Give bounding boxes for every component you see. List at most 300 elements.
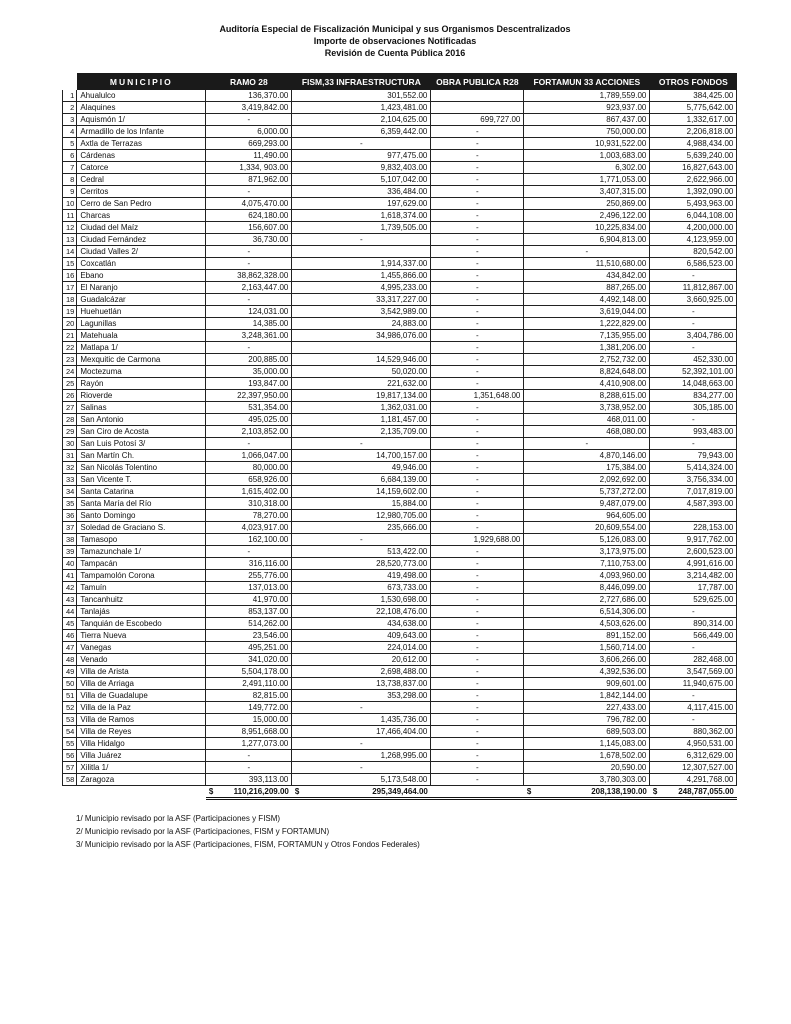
table-row [63,90,737,102]
obra-publica-value: - [431,606,524,618]
fortamun-value: 964,605.00 [524,510,650,522]
municipio-name: Villa de Arista [77,666,206,678]
obra-publica-value: - [431,522,524,534]
fortamun-value: 250,869.00 [524,198,650,210]
ramo28-value: - [206,186,292,198]
table-row [63,342,737,354]
obra-publica-value: - [431,762,524,774]
footnote-1: 1/ Municipio revisado por la ASF (Participaciones y FISM) [76,814,281,823]
ramo28-value: - [206,258,292,270]
ramo28-value: 316,116.00 [206,558,292,570]
obra-publica-value: - [431,702,524,714]
row-number: 30 [63,438,77,450]
row-number: 5 [63,138,77,150]
otros-fondos-value: 4,991,616.00 [650,558,737,570]
table-row [63,222,737,234]
obra-publica-value: 699,727.00 [431,114,524,126]
obra-publica-value: - [431,402,524,414]
otros-fondos-value: 1,392,090.00 [650,186,737,198]
row-number: 53 [63,714,77,726]
table-row [63,738,737,750]
municipio-name: Mexquitic de Carmona [77,354,206,366]
fism-value: 5,173,548.00 [292,774,431,786]
otros-fondos-value: 6,312,629.00 [650,750,737,762]
otros-fondos-value: 5,414,324.00 [650,462,737,474]
municipio-name: Lagunillas [77,318,206,330]
municipio-name: Ahualulco [77,90,206,102]
obra-publica-value: - [431,630,524,642]
obra-publica-value: - [431,690,524,702]
header-ramo28: RAMO 28 [206,74,292,90]
obra-publica-value: - [431,186,524,198]
row-number: 42 [63,582,77,594]
ramo28-value: 871,962.00 [206,174,292,186]
fortamun-value: 4,093,960.00 [524,570,650,582]
fism-value: 353,298.00 [292,690,431,702]
obra-publica-value: - [431,378,524,390]
table-row [63,762,737,774]
municipio-name: Villa Hidalgo [77,738,206,750]
fortamun-value: 175,384.00 [524,462,650,474]
fortamun-value: 2,496,122.00 [524,210,650,222]
fism-value: - [292,138,431,150]
table-row [63,606,737,618]
table-row [63,690,737,702]
table-row [63,522,737,534]
ramo28-value: 200,885.00 [206,354,292,366]
row-number: 11 [63,210,77,222]
row-number: 13 [63,234,77,246]
table-row [63,258,737,270]
municipio-name: Tamazunchale 1/ [77,546,206,558]
obra-publica-value: - [431,726,524,738]
fism-value: 1,739,505.00 [292,222,431,234]
table-row [63,534,737,546]
municipio-name: Villa de Ramos [77,714,206,726]
ramo28-value: - [206,438,292,450]
municipio-name: Villa de Reyes [77,726,206,738]
municipio-name: Coxcatlán [77,258,206,270]
municipio-name: Alaquines [77,102,206,114]
fortamun-value: 1,381,206.00 [524,342,650,354]
otros-fondos-value: - [650,642,737,654]
ramo28-value: 41,970.00 [206,594,292,606]
table-row [63,450,737,462]
report-title: Auditoría Especial de Fiscalización Municipal y sus Organismos Descentralizados [219,24,571,34]
row-number: 24 [63,366,77,378]
fortamun-value: - [524,438,650,450]
municipio-name: Armadillo de los Infante [77,126,206,138]
fortamun-value: 10,931,522.00 [524,138,650,150]
fortamun-value: 4,503,626.00 [524,618,650,630]
fism-value [292,246,431,258]
obra-publica-value: - [431,294,524,306]
row-number: 6 [63,150,77,162]
header-blank [63,74,77,90]
fism-value: 1,435,736.00 [292,714,431,726]
municipio-name: Cedral [77,174,206,186]
fortamun-value: 1,842,144.00 [524,690,650,702]
obra-publica-value: - [431,210,524,222]
currency-symbol: $ [652,786,658,796]
total-otros-value: 248,787,055.00 [678,786,734,796]
otros-fondos-value: 52,392,101.00 [650,366,737,378]
fism-value: 24,883.00 [292,318,431,330]
otros-fondos-value: 4,200,000.00 [650,222,737,234]
footnote-2: 2/ Municipio revisado por la ASF (Participaciones, FISM y FORTAMUN) [76,827,330,836]
row-number: 33 [63,474,77,486]
municipio-name: Ciudad Fernández [77,234,206,246]
table-row [63,666,737,678]
otros-fondos-value: - [650,438,737,450]
fism-value: 419,498.00 [292,570,431,582]
totals-blank-name [77,786,206,799]
municipio-name: Tamasopo [77,534,206,546]
fortamun-value: 867,437.00 [524,114,650,126]
fism-value: 14,700,157.00 [292,450,431,462]
obra-publica-value: - [431,318,524,330]
fism-value: 9,832,403.00 [292,162,431,174]
table-row [63,474,737,486]
row-number: 40 [63,558,77,570]
otros-fondos-value: 6,586,523.00 [650,258,737,270]
otros-fondos-value: 993,483.00 [650,426,737,438]
ramo28-value: 514,262.00 [206,618,292,630]
otros-fondos-value: 7,017,819.00 [650,486,737,498]
otros-fondos-value: 4,291,768.00 [650,774,737,786]
obra-publica-value: - [431,654,524,666]
fism-value: 22,108,476.00 [292,606,431,618]
table-row [63,294,737,306]
table-row [63,570,737,582]
otros-fondos-value: 890,314.00 [650,618,737,630]
row-number: 31 [63,450,77,462]
otros-fondos-value: 2,600,523.00 [650,546,737,558]
municipio-name: Zaragoza [77,774,206,786]
table-body [63,90,737,786]
obra-publica-value: - [431,426,524,438]
fism-value: 235,666.00 [292,522,431,534]
otros-fondos-value: 3,404,786.00 [650,330,737,342]
ramo28-value: 22,397,950.00 [206,390,292,402]
fortamun-value: 8,288,615.00 [524,390,650,402]
municipio-name: Villa de Arriaga [77,678,206,690]
ramo28-value: 136,370.00 [206,90,292,102]
row-number: 15 [63,258,77,270]
fortamun-value: 8,446,099.00 [524,582,650,594]
otros-fondos-value: 11,812,867.00 [650,282,737,294]
ramo28-value: 853,137.00 [206,606,292,618]
fism-value: 434,638.00 [292,618,431,630]
table-row [63,654,737,666]
municipio-name: Salinas [77,402,206,414]
fism-value: 1,181,457.00 [292,414,431,426]
fortamun-value: 689,503.00 [524,726,650,738]
ramo28-value: 156,607.00 [206,222,292,234]
ramo28-value: 137,013.00 [206,582,292,594]
row-number: 18 [63,294,77,306]
row-number: 10 [63,198,77,210]
fism-value: 2,104,625.00 [292,114,431,126]
municipio-name: San Nicolás Tolentino [77,462,206,474]
obra-publica-value: - [431,486,524,498]
row-number: 39 [63,546,77,558]
ramo28-value: 8,951,668.00 [206,726,292,738]
fortamun-value: 1,789,559.00 [524,90,650,102]
municipio-name: Ciudad del Maíz [77,222,206,234]
fism-value: 12,980,705.00 [292,510,431,522]
otros-fondos-value: 1,332,617.00 [650,114,737,126]
municipio-name: Santa Catarina [77,486,206,498]
otros-fondos-value: 3,756,334.00 [650,474,737,486]
ramo28-value: 36,730.00 [206,234,292,246]
obra-publica-value: - [431,438,524,450]
fism-value [292,342,431,354]
fism-value: 6,359,442.00 [292,126,431,138]
ramo28-value: 255,776.00 [206,570,292,582]
otros-fondos-value: 452,330.00 [650,354,737,366]
ramo28-value: - [206,294,292,306]
obra-publica-value: - [431,546,524,558]
fism-value: - [292,534,431,546]
fism-value: 15,884.00 [292,498,431,510]
municipio-name: Villa de Guadalupe [77,690,206,702]
otros-fondos-value: - [650,714,737,726]
total-ramo28 [206,786,292,799]
otros-fondos-value: 4,587,393.00 [650,498,737,510]
fortamun-value: 5,126,083.00 [524,534,650,546]
currency-symbol: $ [208,786,214,796]
fism-value: 14,529,946.00 [292,354,431,366]
obra-publica-value: - [431,342,524,354]
fism-value: 4,995,233.00 [292,282,431,294]
municipio-name: Cerro de San Pedro [77,198,206,210]
total-fism-value: 295,349,464.00 [372,786,428,796]
obra-publica-value: - [431,582,524,594]
table-row [63,162,737,174]
table-row [63,702,737,714]
report-subtitle: Importe de observaciones Notificadas [313,36,477,46]
fism-value: 1,914,337.00 [292,258,431,270]
municipio-name: San Martín Ch. [77,450,206,462]
ramo28-value: 2,103,852.00 [206,426,292,438]
table-row [63,414,737,426]
fism-value: 13,738,837.00 [292,678,431,690]
fortamun-value: 4,410,908.00 [524,378,650,390]
ramo28-value: 495,251.00 [206,642,292,654]
fortamun-value: 3,780,303.00 [524,774,650,786]
row-number: 2 [63,102,77,114]
otros-fondos-value: 6,044,108.00 [650,210,737,222]
otros-fondos-value: 5,639,240.00 [650,150,737,162]
ramo28-value: 6,000.00 [206,126,292,138]
fortamun-value: 1,003,683.00 [524,150,650,162]
table-row [63,462,737,474]
fortamun-value: 20,609,554.00 [524,522,650,534]
table-row [63,330,737,342]
municipio-name: Tierra Nueva [77,630,206,642]
fism-value: 19,817,134.00 [292,390,431,402]
table-row [63,750,737,762]
obra-publica-value [431,90,524,102]
row-number: 34 [63,486,77,498]
row-number: 49 [63,666,77,678]
obra-publica-value: - [431,234,524,246]
table-row [63,354,737,366]
obra-publica-value: - [431,750,524,762]
ramo28-value: 11,490.00 [206,150,292,162]
otros-fondos-value: 4,117,415.00 [650,702,737,714]
ramo28-value: 78,270.00 [206,510,292,522]
table-row [63,246,737,258]
obra-publica-value: - [431,666,524,678]
fortamun-value: 2,727,686.00 [524,594,650,606]
fortamun-value: 3,407,315.00 [524,186,650,198]
otros-fondos-value: - [650,606,737,618]
table-row [63,234,737,246]
fortamun-value: 468,011.00 [524,414,650,426]
obra-publica-value: - [431,174,524,186]
table-row [63,774,737,786]
fism-value: - [292,438,431,450]
table-row [63,366,737,378]
ramo28-value: 341,020.00 [206,654,292,666]
ramo28-value: 193,847.00 [206,378,292,390]
municipio-name: Rioverde [77,390,206,402]
row-number: 37 [63,522,77,534]
obra-publica-value: - [431,594,524,606]
fortamun-value: 3,619,044.00 [524,306,650,318]
row-number: 56 [63,750,77,762]
otros-fondos-value: - [650,414,737,426]
table-row [63,138,737,150]
ramo28-value: 1,277,073.00 [206,738,292,750]
row-number: 20 [63,318,77,330]
fism-value: 301,552.00 [292,90,431,102]
obra-publica-value: - [431,198,524,210]
fortamun-value: 4,492,148.00 [524,294,650,306]
footnotes [76,812,420,851]
municipio-name: San Ciro de Acosta [77,426,206,438]
row-number: 26 [63,390,77,402]
header-fism: FISM,33 INFRAESTRUCTURA [292,74,431,90]
ramo28-value: 4,075,470.00 [206,198,292,210]
table-row [63,498,737,510]
fortamun-value: 227,433.00 [524,702,650,714]
fism-value: 50,020.00 [292,366,431,378]
row-number: 51 [63,690,77,702]
municipio-name: Tamuín [77,582,206,594]
ramo28-value: 4,023,917.00 [206,522,292,534]
row-number: 9 [63,186,77,198]
table-row [63,126,737,138]
table-row [63,510,737,522]
fism-value: 49,946.00 [292,462,431,474]
obra-publica-value: - [431,150,524,162]
fortamun-value: 1,145,083.00 [524,738,650,750]
obra-publica-value: - [431,678,524,690]
municipio-name: Aquismón 1/ [77,114,206,126]
ramo28-value: 5,504,178.00 [206,666,292,678]
ramo28-value: 1,066,047.00 [206,450,292,462]
fortamun-value: 887,265.00 [524,282,650,294]
obra-publica-value: - [431,366,524,378]
total-fortamun-value: 208,138,190.00 [591,786,647,796]
municipio-name: Catorce [77,162,206,174]
row-number: 35 [63,498,77,510]
total-obra [431,786,524,799]
fortamun-value: - [524,246,650,258]
fism-value: - [292,702,431,714]
table-row [63,306,737,318]
ramo28-value: 658,926.00 [206,474,292,486]
municipio-name: Santa María del Río [77,498,206,510]
municipio-name: Santo Domingo [77,510,206,522]
fortamun-value: 3,738,952.00 [524,402,650,414]
municipio-name: Tanquián de Escobedo [77,618,206,630]
fortamun-value: 1,560,714.00 [524,642,650,654]
otros-fondos-value: 4,950,531.00 [650,738,737,750]
fortamun-value: 3,606,266.00 [524,654,650,666]
fortamun-value: 3,173,975.00 [524,546,650,558]
otros-fondos-value: 566,449.00 [650,630,737,642]
fism-value: 673,733.00 [292,582,431,594]
fism-value: 409,643.00 [292,630,431,642]
fism-value: - [292,762,431,774]
fism-value: 977,475.00 [292,150,431,162]
ramo28-value: 2,491,110.00 [206,678,292,690]
table-header-row [63,74,737,90]
row-number: 16 [63,270,77,282]
ramo28-value: 3,248,361.00 [206,330,292,342]
obra-publica-value: - [431,222,524,234]
observations-table [62,73,737,800]
municipio-name: Tampamolón Corona [77,570,206,582]
fortamun-value: 8,824,648.00 [524,366,650,378]
otros-fondos-value: 5,493,963.00 [650,198,737,210]
table-row [63,402,737,414]
otros-fondos-value: 2,206,818.00 [650,126,737,138]
obra-publica-value: - [431,270,524,282]
fism-value: 513,422.00 [292,546,431,558]
table-row [63,486,737,498]
obra-publica-value: - [431,126,524,138]
otros-fondos-value: 305,185.00 [650,402,737,414]
fism-value: 2,135,709.00 [292,426,431,438]
ramo28-value: 14,385.00 [206,318,292,330]
otros-fondos-value: 5,775,642.00 [650,102,737,114]
table-row [63,594,737,606]
row-number: 17 [63,282,77,294]
otros-fondos-value: 3,660,925.00 [650,294,737,306]
header-fortamun: FORTAMUN 33 ACCIONES [524,74,650,90]
obra-publica-value: - [431,498,524,510]
fism-value: 33,317,227.00 [292,294,431,306]
row-number: 46 [63,630,77,642]
otros-fondos-value: 3,214,482.00 [650,570,737,582]
fism-value: 1,362,031.00 [292,402,431,414]
ramo28-value: 495,025.00 [206,414,292,426]
footnote-3: 3/ Municipio revisado por la ASF (Participaciones, FISM, FORTAMUN y Otros Fondos Federales) [76,840,420,849]
obra-publica-value: - [431,474,524,486]
row-number: 36 [63,510,77,522]
otros-fondos-value: 384,425.00 [650,90,737,102]
ramo28-value: - [206,342,292,354]
row-number: 21 [63,330,77,342]
obra-publica-value: - [431,414,524,426]
table-row [63,198,737,210]
obra-publica-value: - [431,138,524,150]
